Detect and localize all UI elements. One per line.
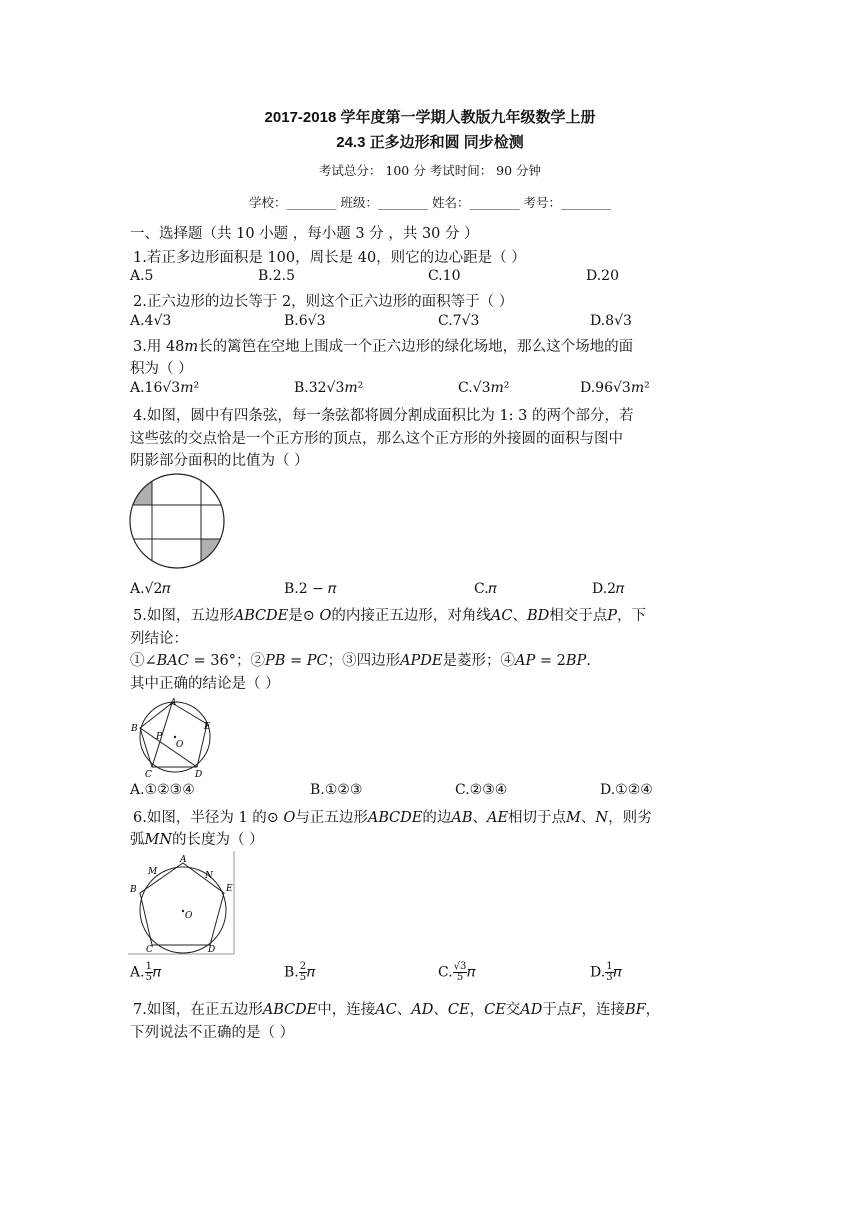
fig5-label-o: O bbox=[176, 740, 184, 750]
question-5-conclusions: ①∠𝐵𝐴𝐶 = 36°；②𝑃𝐵 = 𝑃𝐶；③四边形𝐴𝑃𝐷𝐸是菱形；④𝐴𝑃 = 2𝐵𝑃. bbox=[130, 653, 591, 669]
inscribed-pentagon-figure bbox=[128, 695, 220, 779]
q4-option-d: D.2𝜋 bbox=[592, 581, 625, 597]
q5-option-a: A.①②③④ bbox=[130, 782, 195, 798]
question-6-stem-line1: 6.如图，半径为 1 的⊙ 𝑂与正五边形𝐴𝐵𝐶𝐷𝐸的边𝐴𝐵、𝐴𝐸相切于点𝑀、𝑁，则劣 bbox=[133, 810, 652, 826]
q3-option-c: C.√3𝑚² bbox=[458, 380, 510, 396]
fig6-label-o: O bbox=[185, 911, 193, 921]
q4-option-c: C.𝜋 bbox=[474, 581, 497, 597]
q2-option-d: D.8√3 bbox=[590, 313, 632, 329]
fig6-label-n: N bbox=[205, 871, 213, 881]
exam-meta: 考试总分： 100 分 考试时间： 90 分钟 bbox=[318, 163, 542, 178]
fig5-label-p: P bbox=[156, 732, 163, 742]
question-2-stem: 2.正六边形的边长等于 2，则这个正六边形的面积等于（ ） bbox=[133, 294, 514, 310]
question-3-stem-line1: 3.用 48𝑚长的篱笆在空地上围成一个正六边形的绿化场地，那么这个场地的面 bbox=[133, 339, 634, 355]
fig6-label-m: M bbox=[148, 867, 158, 877]
paper-title: 2017-2018 学年度第一学期人教版九年级数学上册 bbox=[264, 109, 596, 126]
fig6-label-e: E bbox=[226, 884, 233, 894]
fig5-label-e: E bbox=[204, 722, 211, 732]
question-4-stem-line3: 阴影部分面积的比值为（ ） bbox=[130, 453, 309, 469]
question-4-stem-line2: 这些弦的交点恰是一个正方形的顶点，那么这个正方形的外接圆的面积与图中 bbox=[130, 431, 623, 447]
question-5-stem-line2: 列结论： bbox=[130, 631, 188, 647]
question-7-stem-line2: 下列说法不正确的是（ ） bbox=[130, 1025, 295, 1041]
q2-option-b: B.6√3 bbox=[284, 313, 326, 329]
fig5-label-a: A bbox=[170, 698, 177, 708]
q6-option-c: C. $\frac{√3}{5}$ 𝜋 bbox=[438, 961, 476, 983]
question-6-stem-line2: 弧𝑀𝑁的长度为（ ） bbox=[130, 832, 264, 848]
q1-option-d: D.20 bbox=[586, 268, 619, 284]
q3-option-d: D.96√3𝑚² bbox=[580, 380, 650, 396]
question-5-stem-line1: 5.如图，五边形𝐴𝐵𝐶𝐷𝐸是⊙ 𝑂的内接正五边形，对角线𝐴𝐶、𝐵𝐷相交于点𝑃，下 bbox=[133, 608, 647, 624]
q1-option-c: C.10 bbox=[428, 268, 461, 284]
fig5-label-d: D bbox=[195, 770, 203, 779]
q4-option-b: B.2 − 𝜋 bbox=[284, 581, 337, 597]
question-5-stem-line4: 其中正确的结论是（ ） bbox=[130, 676, 280, 692]
fig5-label-c: C bbox=[145, 770, 152, 779]
q4-option-a: A.√2𝜋 bbox=[130, 581, 171, 597]
q2-option-a: A.4√3 bbox=[130, 313, 172, 329]
question-1-stem: 1.若正多边形面积是 100，周长是 40，则它的边心距是（ ） bbox=[133, 250, 526, 266]
q5-option-c: C.②③④ bbox=[455, 782, 508, 798]
question-3-stem-line2: 积为（ ） bbox=[130, 361, 193, 377]
q3-option-b: B.32√3𝑚² bbox=[294, 380, 364, 396]
q3-option-a: A.16√3𝑚² bbox=[130, 380, 200, 396]
question-4-stem-line1: 4.如图，圆中有四条弦，每一条弦都将圆分割成面积比为 1: 3 的两个部分，若 bbox=[133, 408, 634, 424]
paper-subtitle: 24.3 正多边形和圆 同步检测 bbox=[336, 134, 524, 151]
q2-option-c: C.7√3 bbox=[438, 313, 480, 329]
q6-option-b: B. $\frac{2}{5}$ 𝜋 bbox=[284, 961, 316, 983]
q6-option-a: A. $\frac{1}{5}$ 𝜋 bbox=[130, 961, 162, 983]
section-heading: 一、选择题（共 10 小题 ，每小题 3 分 ，共 30 分 ） bbox=[130, 226, 479, 242]
q6-option-d: D. $\frac{1}{3}$ 𝜋 bbox=[590, 961, 622, 983]
tangent-pentagon-figure bbox=[128, 851, 236, 955]
q1-option-a: A.5 bbox=[130, 268, 154, 284]
question-7-stem-line1: 7.如图，在正五边形𝐴𝐵𝐶𝐷𝐸中，连接𝐴𝐶、𝐴𝐷、𝐶𝐸，𝐶𝐸交𝐴𝐷于点𝐹，连接𝐵𝐹， bbox=[133, 1002, 661, 1018]
q5-option-b: B.①②③ bbox=[310, 782, 363, 798]
circle-chords-figure bbox=[128, 472, 228, 570]
fig6-label-a: A bbox=[180, 855, 187, 865]
fig6-label-c: C bbox=[146, 945, 153, 955]
student-info: 学校：________ 班级：________ 姓名：________ 考号：________ bbox=[249, 195, 611, 210]
fig6-label-d: D bbox=[208, 945, 216, 955]
fig6-label-b: B bbox=[130, 885, 137, 895]
q5-option-d: D.①②④ bbox=[600, 782, 653, 798]
q1-option-b: B.2.5 bbox=[258, 268, 296, 284]
fig5-label-b: B bbox=[131, 724, 138, 734]
